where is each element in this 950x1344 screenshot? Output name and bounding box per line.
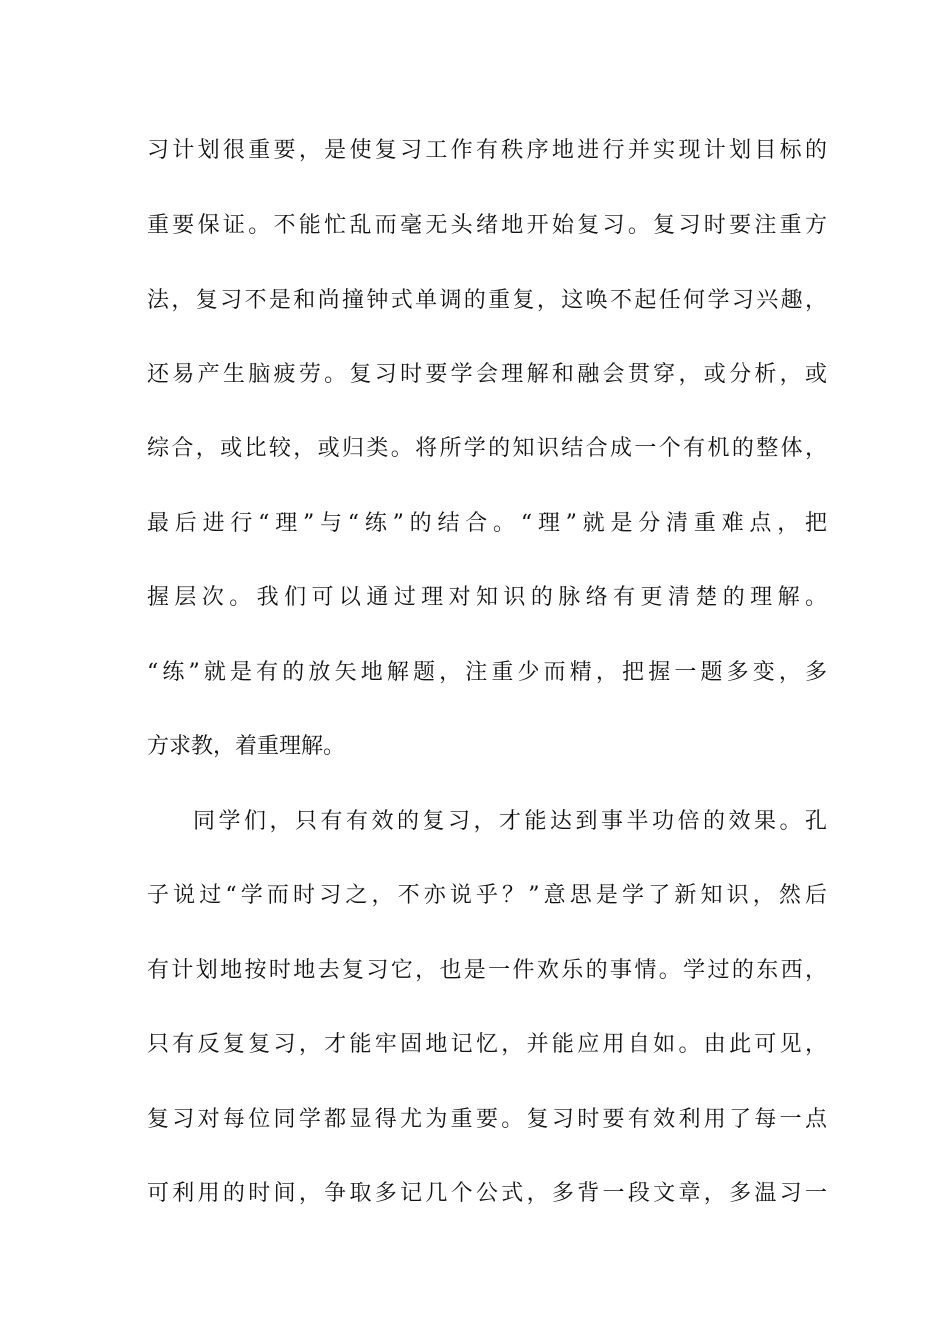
text-line-13: 只有反复复习，才能牢固地记忆，并能应用自如。由此可见， xyxy=(147,1032,827,1057)
text-line-2: 重要保证。不能忙乱而毫无头绪地开始复习。复习时要注重方 xyxy=(147,213,827,238)
text-line-6: 最后进行“理”与“练”的结合。“理”就是分清重难点，把 xyxy=(147,511,827,536)
text-line-4: 还易产生脑疲劳。复习时要学会理解和融会贯穿，或分析，或 xyxy=(147,362,827,387)
text-line-8: “练”就是有的放矢地解题，注重少而精，把握一题多变，多 xyxy=(147,660,827,685)
text-line-9: 方求教，着重理解。 xyxy=(147,734,346,759)
text-line-12: 有计划地按时地去复习它，也是一件欢乐的事情。学过的东西， xyxy=(147,958,827,983)
text-line-7: 握层次。我们可以通过理对知识的脉络有更清楚的理解。 xyxy=(147,585,827,610)
text-line-3: 法，复习不是和尚撞钟式单调的重复，这唤不起任何学习兴趣， xyxy=(147,288,827,313)
text-line-15: 可利用的时间，争取多记几个公式，多背一段文章，多温习一 xyxy=(147,1181,827,1206)
text-line-11: 子说过“学而时习之，不亦说乎？”意思是学了新知识，然后 xyxy=(147,883,827,908)
text-line-10: 同学们，只有有效的复习，才能达到事半功倍的效果。孔 xyxy=(193,809,827,834)
text-line-5: 综合，或比较，或归类。将所学的知识结合成一个有机的整体， xyxy=(147,436,827,461)
text-line-14: 复习对每位同学都显得尤为重要。复习时要有效利用了每一点 xyxy=(147,1107,827,1132)
text-line-1: 习计划很重要，是使复习工作有秩序地进行并实现计划目标的 xyxy=(147,138,827,163)
